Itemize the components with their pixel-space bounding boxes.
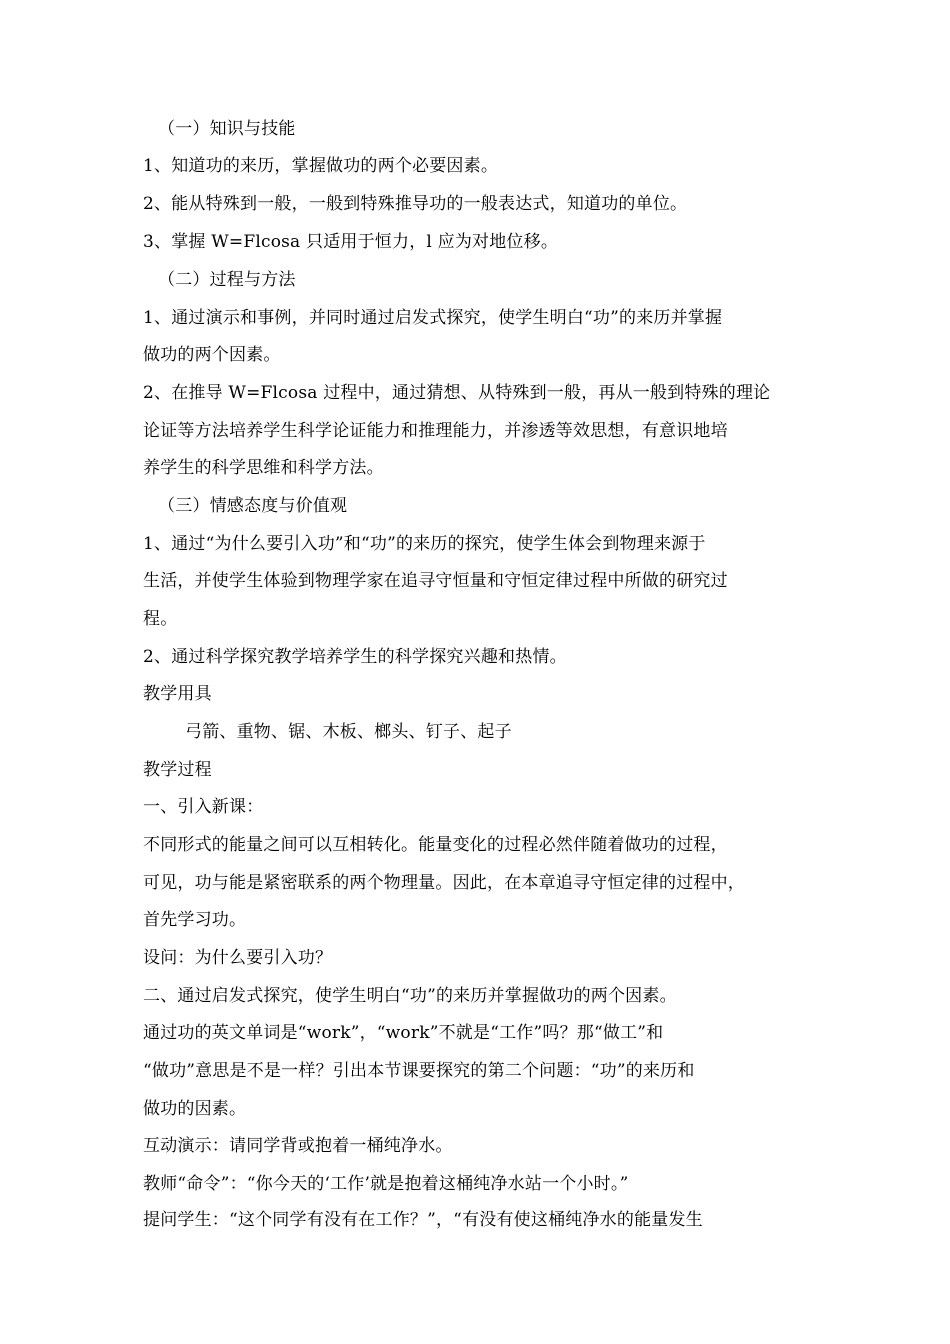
paragraph-line: 通过功的英文单词是“work”，“work”不就是“工作”吗？那“做工”和 xyxy=(143,1023,664,1043)
paragraph-line: 首先学习功。 xyxy=(143,910,247,930)
paragraph-line: 1、知道功的来历，掌握做功的两个必要因素。 xyxy=(143,156,499,176)
paragraph-line: 2、能从特殊到一般，一般到特殊推导功的一般表达式，知道功的单位。 xyxy=(143,194,688,214)
paragraph-line: 生活，并使学生体验到物理学家在追寻守恒量和守恒定律过程中所做的研究过 xyxy=(143,571,728,591)
paragraph-line: 提问学生：“这个同学有没有在工作？”，“有没有使这桶纯净水的能量发生 xyxy=(143,1210,703,1230)
paragraph-line: 做功的两个因素。 xyxy=(143,345,281,365)
section-heading: 一、引入新课： xyxy=(143,797,264,817)
paragraph-line: 设问：为什么要引入功？ xyxy=(143,948,333,968)
paragraph-line: 教师“命令”：“你今天的‘工作’就是抱着这桶纯净水站一个小时。” xyxy=(143,1174,629,1194)
paragraph-line: “做功”意思是不是一样？引出本节课要探究的第二个问题：“功”的来历和 xyxy=(143,1061,695,1081)
paragraph-line: 互动演示：请同学背或抱着一桶纯净水。 xyxy=(143,1136,453,1156)
heading-teaching-process: 教学过程 xyxy=(143,760,212,780)
paragraph-line: 3、掌握 W=Flcosa 只适用于恒力，l 应为对地位移。 xyxy=(143,232,559,252)
tools-list: 弓箭、重物、锯、木板、榔头、钉子、起子 xyxy=(185,722,512,742)
heading-emotion-values: （三）情感态度与价值观 xyxy=(158,496,348,516)
paragraph-line: 论证等方法培养学生科学论证能力和推理能力，并渗透等效思想，有意识地培 xyxy=(143,421,728,441)
paragraph-line: 不同形式的能量之间可以互相转化。能量变化的过程必然伴随着做功的过程， xyxy=(143,835,728,855)
paragraph-line: 2、通过科学探究教学培养学生的科学探究兴趣和热情。 xyxy=(143,647,567,667)
heading-process-method: （二）过程与方法 xyxy=(158,270,296,290)
heading-knowledge-skills: （一）知识与技能 xyxy=(158,119,296,139)
paragraph-line: 程。 xyxy=(143,609,178,629)
paragraph-line: 1、通过演示和事例，并同时通过启发式探究，使学生明白“功”的来历并掌握 xyxy=(143,308,723,328)
paragraph-line: 1、通过“为什么要引入功”和“功”的来历的探究，使学生体会到物理来源于 xyxy=(143,534,706,554)
heading-teaching-tools: 教学用具 xyxy=(143,684,212,704)
section-heading: 二、通过启发式探究，使学生明白“功”的来历并掌握做功的两个因素。 xyxy=(143,986,677,1006)
paragraph-line: 可见，功与能是紧密联系的两个物理量。因此，在本章追寻守恒定律的过程中， xyxy=(143,873,745,893)
paragraph-line: 做功的因素。 xyxy=(143,1099,247,1119)
paragraph-line: 养学生的科学思维和科学方法。 xyxy=(143,458,384,478)
paragraph-line: 2、在推导 W=Flcosa 过程中，通过猜想、从特殊到一般，再从一般到特殊的理论 xyxy=(143,383,771,403)
